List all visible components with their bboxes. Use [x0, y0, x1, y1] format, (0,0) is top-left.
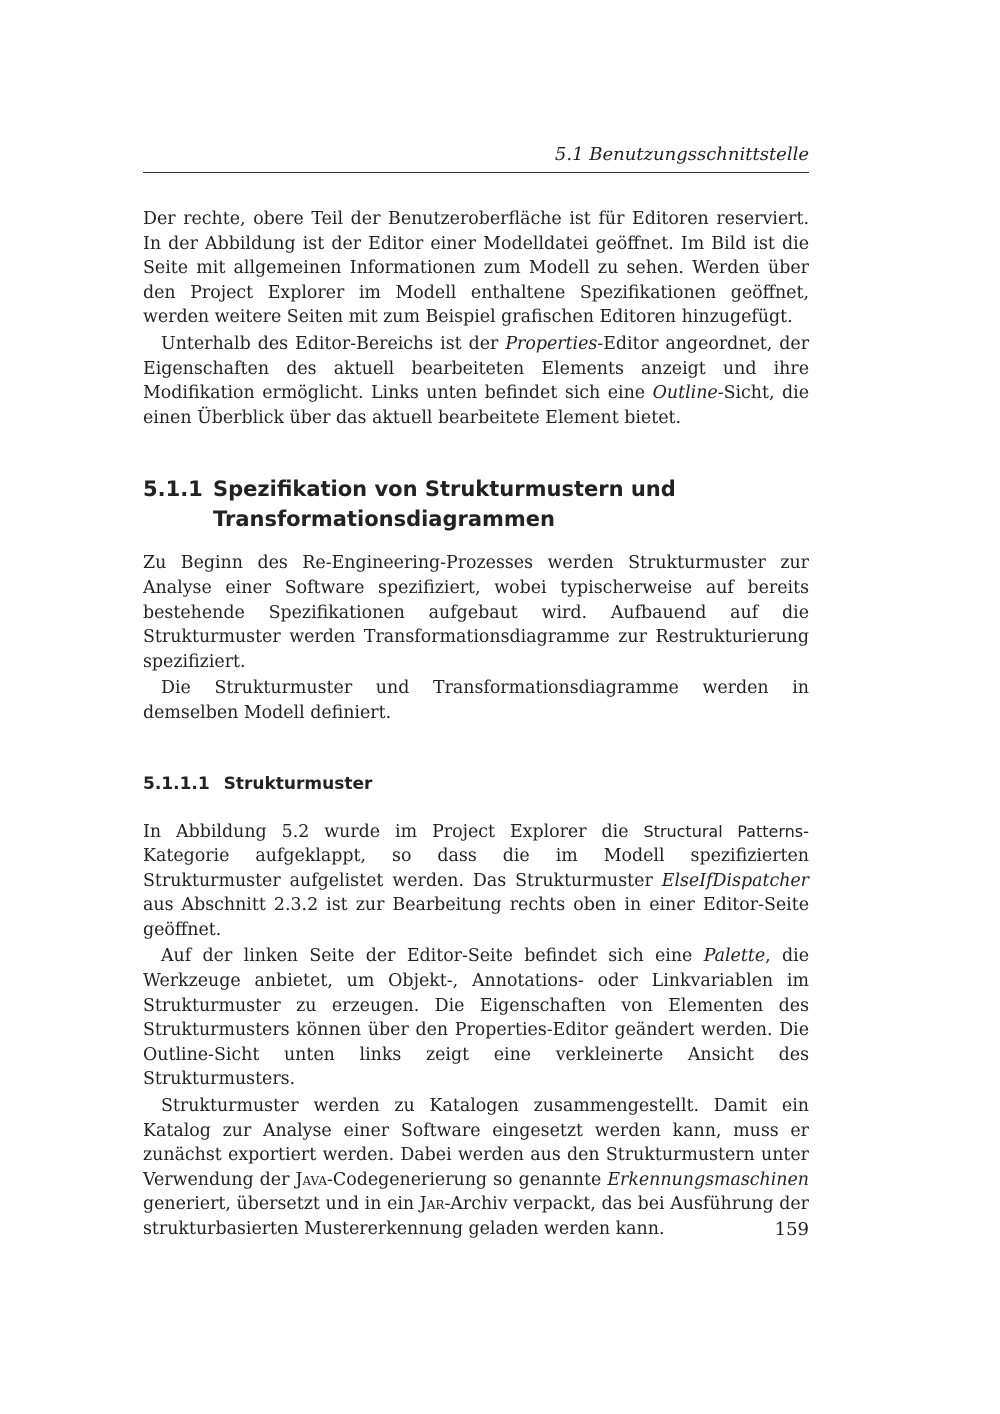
text-run: -Kategorie aufgeklappt, so dass die im Modell spezifizierten Strukturmuster aufgelistet werden. Das Strukturmuster: [143, 821, 809, 891]
text-run: Auf der linken Seite der Editor-Seite befindet sich eine: [161, 946, 704, 967]
subsection-heading: [143, 772, 809, 796]
text-run: -Archiv verpackt, das bei Ausführung der strukturbasierten Mustererkennung geladen werden kann.: [143, 1194, 809, 1239]
page-number: 159: [774, 1219, 809, 1240]
text-run: -Sicht, die einen Überblick über das aktuell bearbeitete Element bietet.: [143, 383, 809, 428]
text-run: Unterhalb des Editor-Bereichs ist der: [161, 333, 506, 354]
emphasis-pattern-name: ElseIfDispatcher: [661, 870, 809, 891]
subsection-paragraph-2: [143, 944, 809, 1092]
subsection-paragraph-1: [143, 820, 809, 943]
emphasis-erkennungsmaschinen: Erkennungsmaschinen: [607, 1169, 809, 1190]
subsection-title: Strukturmuster: [223, 773, 373, 794]
section-paragraph-2: Die Strukturmuster und Transformationsdiagramme werden in demselben Modell definiert.: [143, 678, 809, 723]
sans-term: Structural Patterns: [643, 821, 804, 841]
text-run: -Editor angeordnet, der Eigenschaften des aktuell bearbeiteten Elements anzeigt und ihre Modifikation ermöglicht. Links unten befindet sich eine: [143, 333, 810, 404]
section-paragraph-1: Zu Beginn des Re-Engineering-Prozesses werden Strukturmuster zur Analyse einer Software spezifiziert, wobei typischerweise auf bereits bestehende Spezifikationen aufgebaut wird. Aufbauend auf die Strukturmuster werden Transformationsdiagramme zur Restrukturierung spezifiziert.: [143, 553, 809, 672]
text-run: generiert, übersetzt und in ein: [143, 1194, 420, 1215]
small-caps-java: Java: [295, 1169, 328, 1190]
subsection-number: 5.1.1.1: [143, 773, 210, 794]
intro-paragraph-1: Der rechte, obere Teil der Benutzeroberfläche ist für Editoren reserviert. In der Abbildung ist der Editor einer Modelldatei geöffnet. Im Bild ist die Seite mit allgemeinen Informationen zum Modell zu sehen. Werden über den Project Explorer im Modell enthaltene Spezifikationen geöffnet, werden weitere Seiten mit zum Beispiel grafischen Editoren hinzugefügt.: [143, 209, 809, 328]
section-heading: [143, 474, 809, 534]
text-run: , die Werkzeuge anbietet, um Objekt-, Annotations- oder Linkvariablen im Strukturmuster zu erzeugen. Die Eigenschaften von Elementen des Strukturmusters können über den Properties-Editor geändert werden. Die Outline-Sicht unten links zeigt eine verkleinerte Ansicht des Strukturmusters.: [143, 946, 809, 1090]
page-body: [143, 207, 809, 1242]
text-run: -Codegenerierung so genannte: [327, 1169, 608, 1190]
section-title: Spezifikation von Strukturmustern und Transformationsdiagrammen: [213, 477, 676, 532]
text-run: Strukturmuster werden zu Katalogen zusammengestellt. Damit ein Katalog zur Analyse einer Software eingesetzt werden kann, muss er zunächst exportiert werden. Dabei werden aus den Strukturmustern unter Verwendung der: [143, 1096, 809, 1190]
running-header: 5.1 Benutzungsschnittstelle: [143, 144, 809, 173]
intro-paragraph-2: [143, 332, 809, 430]
emphasis-palette: Palette: [703, 946, 766, 967]
section-number: 5.1.1: [143, 477, 203, 502]
subsection-paragraph-3: [143, 1094, 809, 1242]
small-caps-jar: Jar: [419, 1194, 445, 1215]
emphasis-properties: Properties: [505, 333, 598, 354]
text-run: In Abbildung 5.2 wurde im Project Explorer die: [143, 821, 644, 842]
emphasis-outline: Outline: [652, 383, 718, 404]
text-run: aus Abschnitt 2.3.2 ist zur Bearbeitung rechts oben in einer Editor-Seite geöffnet.: [143, 895, 809, 940]
